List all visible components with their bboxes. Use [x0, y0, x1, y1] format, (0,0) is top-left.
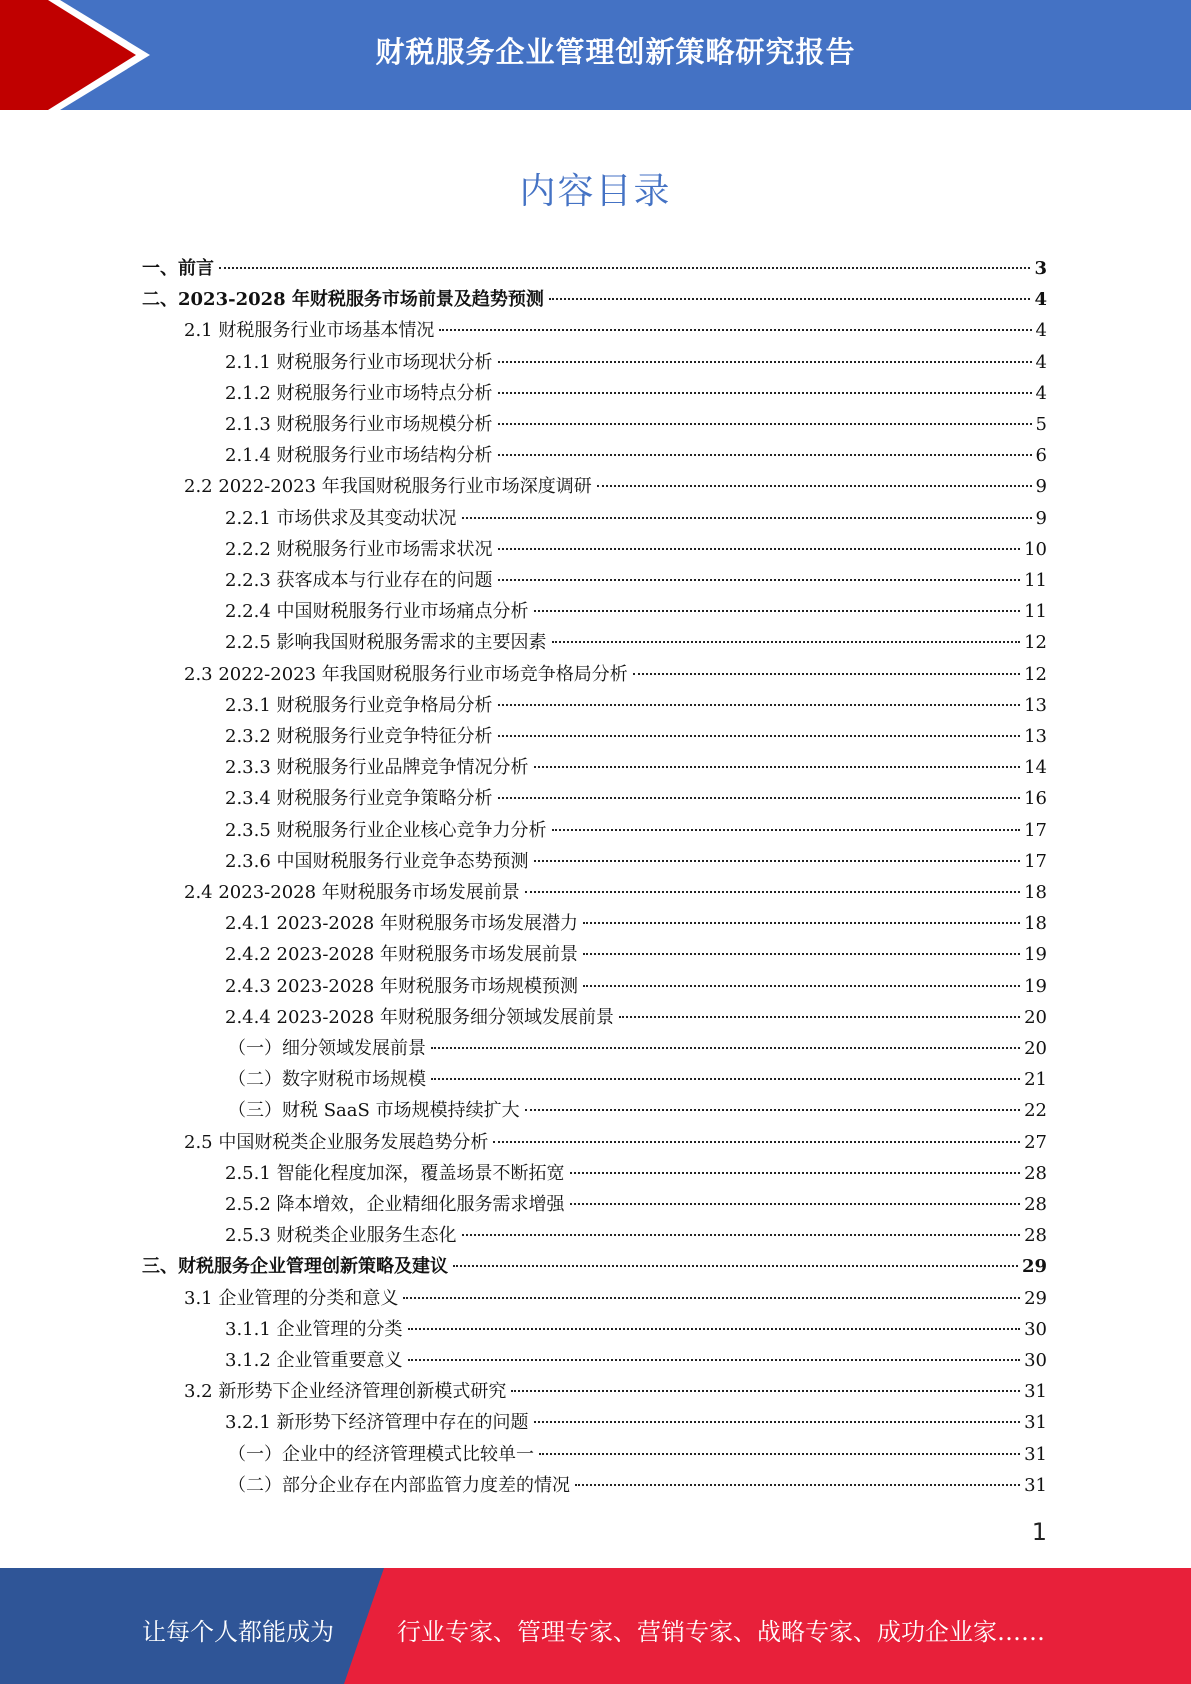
toc-entry-title: 2.2.2 财税服务行业市场需求状况	[225, 538, 493, 560]
toc-entry-title: 2.2 2022-2023 年我国财税服务行业市场深度调研	[184, 476, 592, 498]
toc-dot-leader	[552, 829, 1021, 831]
toc-dot-leader	[498, 735, 1021, 737]
toc-entry[interactable]	[225, 378, 1047, 409]
toc-entry-page: 12	[1024, 663, 1047, 685]
toc-entry-page: 12	[1024, 632, 1047, 654]
toc-entry-title: 2.1.3 财税服务行业市场规模分析	[225, 414, 493, 435]
toc-entry-page: 4	[1035, 382, 1047, 404]
toc-entry[interactable]	[184, 659, 1047, 690]
toc-dot-leader	[552, 641, 1021, 643]
toc-dot-leader	[408, 1328, 1021, 1330]
toc-entry-page: 28	[1024, 1162, 1047, 1184]
toc-entry[interactable]	[225, 1158, 1047, 1189]
toc-dot-leader	[549, 298, 1031, 300]
toc-entry-title: 2.3.2 财税服务行业竞争特征分析	[225, 726, 493, 747]
footer-slogan-left: 让每个人都能成为	[142, 1618, 334, 1646]
toc-entry-title: 2.2.3 获客成本与行业存在的问题	[225, 570, 493, 591]
toc-entry-title: 2.5.2 降本增效，企业精细化服务需求增强	[225, 1194, 565, 1215]
toc-entry-page: 13	[1024, 726, 1047, 747]
toc-entry-page: 6	[1035, 445, 1047, 467]
toc-entry[interactable]	[225, 1314, 1047, 1345]
toc-dot-leader	[498, 797, 1021, 799]
toc-entry-page: 4	[1035, 320, 1047, 342]
toc-entry-title: 2.1.4 财税服务行业市场结构分析	[225, 445, 493, 467]
toc-entry-page: 28	[1024, 1225, 1047, 1247]
toc-dot-leader	[498, 548, 1021, 550]
toc-entry-page: 11	[1024, 601, 1047, 623]
toc-entry-page: 17	[1024, 850, 1047, 872]
toc-entry[interactable]	[225, 627, 1047, 658]
toc-heading: 内容目录	[519, 171, 672, 212]
toc-entry[interactable]	[225, 1189, 1047, 1220]
toc-entry-title: 2.4.1 2023-2028 年财税服务市场发展潜力	[225, 913, 578, 935]
toc-entry-title: （二）部分企业存在内部监管力度差的情况	[228, 1474, 570, 1496]
toc-entry[interactable]	[228, 1439, 1047, 1470]
toc-entry-page: 28	[1024, 1194, 1047, 1215]
toc-entry[interactable]	[225, 721, 1047, 752]
toc-entry[interactable]	[225, 440, 1047, 471]
toc-entry-page: 18	[1024, 882, 1047, 903]
toc-entry-page: 21	[1024, 1069, 1047, 1091]
toc-dot-leader	[498, 704, 1021, 706]
toc-dot-leader	[511, 1390, 1020, 1392]
toc-entry-page: 13	[1024, 694, 1047, 716]
toc-entry-page: 14	[1024, 757, 1047, 779]
footer-banner	[0, 1568, 1191, 1684]
toc-entry[interactable]	[184, 877, 1047, 908]
toc-entry-title: 2.4.3 2023-2028 年财税服务市场规模预测	[225, 975, 578, 997]
toc-entry-title: 3.1.1 企业管理的分类	[225, 1318, 403, 1340]
toc-entry[interactable]	[225, 1002, 1047, 1033]
toc-entry-page: 19	[1024, 975, 1047, 997]
toc-entry-title: （一）细分领域发展前景	[228, 1038, 426, 1059]
toc-entry[interactable]	[225, 690, 1047, 721]
toc-entry-title: 2.5.3 财税类企业服务生态化	[225, 1225, 457, 1247]
toc-entry[interactable]	[225, 939, 1047, 970]
toc-entry-title: 3.1 企业管理的分类和意义	[184, 1287, 399, 1309]
toc-entry-page: 16	[1024, 788, 1047, 810]
toc-entry-page: 3	[1034, 258, 1047, 279]
toc-dot-leader	[534, 1421, 1021, 1423]
toc-dot-leader	[498, 579, 1021, 581]
toc-entry-page: 4	[1034, 289, 1047, 311]
toc-entry-title: 2.5.1 智能化程度加深，覆盖场景不断拓宽	[225, 1162, 565, 1184]
toc-dot-leader	[498, 454, 1032, 456]
toc-entry-title: 2.3 2022-2023 年我国财税服务行业市场竞争格局分析	[184, 663, 628, 685]
toc-dot-leader	[570, 1203, 1021, 1205]
toc-entry[interactable]	[142, 253, 1047, 284]
toc-entry-title: 2.4.2 2023-2028 年财税服务市场发展前景	[225, 944, 578, 966]
toc-dot-leader	[403, 1297, 1020, 1299]
toc-entry[interactable]	[228, 1095, 1047, 1126]
toc-entry-page: 29	[1021, 1256, 1047, 1278]
header-banner	[0, 0, 1191, 110]
toc-entry-title: 2.4.4 2023-2028 年财税服务细分领域发展前景	[225, 1006, 614, 1028]
toc-entry-page: 4	[1035, 351, 1047, 373]
toc-entry[interactable]	[225, 971, 1047, 1002]
toc-dot-leader	[408, 1359, 1021, 1361]
toc-dot-leader	[498, 361, 1032, 363]
toc-entry[interactable]	[225, 783, 1047, 814]
toc-entry[interactable]	[225, 752, 1047, 783]
toc-entry[interactable]	[225, 534, 1047, 565]
toc-entry-title: 2.5 中国财税类企业服务发展趋势分析	[184, 1131, 489, 1153]
toc-entry[interactable]	[225, 596, 1047, 627]
toc-entry-page: 9	[1035, 476, 1047, 498]
toc-entry-title: 2.3.3 财税服务行业品牌竞争情况分析	[225, 757, 529, 779]
toc-dot-leader	[453, 1265, 1018, 1267]
toc-dot-leader	[219, 267, 1030, 269]
toc-entry-page: 20	[1024, 1006, 1047, 1028]
toc-dot-leader	[534, 860, 1021, 862]
toc-entry[interactable]	[184, 315, 1047, 346]
toc-entry-title: （一）企业中的经济管理模式比较单一	[228, 1443, 534, 1465]
toc-entry-title: 2.2.5 影响我国财税服务需求的主要因素	[225, 632, 547, 654]
toc-entry-page: 22	[1024, 1100, 1047, 1122]
toc-dot-leader	[570, 1172, 1021, 1174]
toc-dot-leader	[597, 485, 1032, 487]
toc-entry-title: 二、2023-2028 年财税服务市场前景及趋势预测	[142, 289, 544, 311]
toc-entry-page: 29	[1024, 1287, 1047, 1309]
toc-entry-page: 17	[1024, 819, 1047, 841]
toc-entry[interactable]	[228, 1470, 1047, 1501]
toc-entry-title: 2.3.4 财税服务行业竞争策略分析	[225, 788, 493, 810]
toc-entry-title: 2.3.5 财税服务行业企业核心竞争力分析	[225, 819, 547, 841]
toc-entry-page: 31	[1024, 1412, 1047, 1434]
toc-entry-page: 27	[1024, 1131, 1047, 1153]
toc-entry-page: 20	[1024, 1038, 1047, 1059]
toc-dot-leader	[462, 517, 1032, 519]
toc-entry[interactable]	[225, 1220, 1047, 1251]
toc-entry[interactable]	[228, 1033, 1047, 1064]
toc-entry[interactable]	[142, 284, 1047, 315]
toc-dot-leader	[619, 1016, 1020, 1018]
toc-entry-title: 2.2.1 市场供求及其变动状况	[225, 507, 457, 529]
toc-entry-page: 5	[1035, 414, 1047, 435]
toc-entry[interactable]	[225, 565, 1047, 596]
toc-entry-title: 2.3.1 财税服务行业竞争格局分析	[225, 694, 493, 716]
toc-dot-leader	[633, 673, 1020, 675]
toc-entry-title: 2.1.2 财税服务行业市场特点分析	[225, 382, 493, 404]
toc-dot-leader	[583, 985, 1020, 987]
toc-entry[interactable]	[225, 347, 1047, 378]
toc-entry[interactable]	[184, 471, 1047, 502]
toc-entry-title: 2.4 2023-2028 年财税服务市场发展前景	[184, 882, 520, 903]
toc-entry-page: 11	[1024, 570, 1047, 591]
toc-dot-leader	[525, 891, 1020, 893]
toc-entry-page: 9	[1035, 507, 1047, 529]
toc-entry-page: 30	[1024, 1350, 1047, 1371]
toc-entry[interactable]	[225, 815, 1047, 846]
toc-entry[interactable]	[225, 1407, 1047, 1438]
toc-entry-title: 3.1.2 企业管重要意义	[225, 1350, 403, 1371]
toc-entry[interactable]	[184, 1283, 1047, 1314]
toc-dot-leader	[493, 1141, 1020, 1143]
toc-dot-leader	[575, 1484, 1020, 1486]
toc-entry-title: （三）财税 SaaS 市场规模持续扩大	[228, 1100, 520, 1122]
toc-dot-leader	[583, 922, 1020, 924]
toc-dot-leader	[498, 392, 1032, 394]
footer-slogan-right: 行业专家、管理专家、营销专家、战略专家、成功企业家……	[397, 1618, 1045, 1646]
toc-entry[interactable]	[142, 1251, 1047, 1282]
toc-entry[interactable]	[225, 409, 1047, 440]
toc-entry[interactable]	[225, 1345, 1047, 1376]
toc-dot-leader	[439, 329, 1031, 331]
toc-entry[interactable]	[184, 1127, 1047, 1158]
toc-entry-title: 2.1.1 财税服务行业市场现状分析	[225, 351, 493, 373]
page-number: 1	[1031, 1518, 1047, 1546]
toc-dot-leader	[525, 1109, 1021, 1111]
toc-dot-leader	[431, 1078, 1020, 1080]
toc-entry-title: 一、前言	[142, 258, 214, 279]
toc-entry[interactable]	[225, 908, 1047, 939]
toc-entry[interactable]	[184, 1376, 1047, 1407]
toc-dot-leader	[534, 766, 1021, 768]
toc-entry-page: 10	[1024, 538, 1047, 560]
toc-dot-leader	[583, 953, 1020, 955]
toc-entry-title: 2.1 财税服务行业市场基本情况	[184, 320, 435, 342]
toc-entry-title: 2.3.6 中国财税服务行业竞争态势预测	[225, 850, 529, 872]
toc-entry-title: 3.2 新形势下企业经济管理创新模式研究	[184, 1381, 507, 1403]
toc-dot-leader	[498, 423, 1032, 425]
toc-entry-page: 18	[1024, 913, 1047, 935]
toc-dot-leader	[534, 610, 1021, 612]
toc-dot-leader	[431, 1047, 1020, 1049]
toc-entry[interactable]	[228, 1064, 1047, 1095]
toc-entry-title: 三、财税服务企业管理创新策略及建议	[142, 1256, 448, 1278]
toc-entry-page: 30	[1024, 1318, 1047, 1340]
toc-entry[interactable]	[225, 846, 1047, 877]
toc-entry-page: 31	[1024, 1381, 1047, 1403]
toc-entry-page: 19	[1024, 944, 1047, 966]
toc-entry[interactable]	[225, 503, 1047, 534]
toc-entry-page: 31	[1024, 1474, 1047, 1496]
toc-entry-page: 31	[1024, 1443, 1047, 1465]
toc-entry-title: （二）数字财税市场规模	[228, 1069, 426, 1091]
toc-dot-leader	[462, 1234, 1021, 1236]
toc-entry-title: 2.2.4 中国财税服务行业市场痛点分析	[225, 601, 529, 623]
toc-entry-title: 3.2.1 新形势下经济管理中存在的问题	[225, 1412, 529, 1434]
toc-dot-leader	[539, 1453, 1020, 1455]
report-title: 财税服务企业管理创新策略研究报告	[375, 35, 856, 69]
